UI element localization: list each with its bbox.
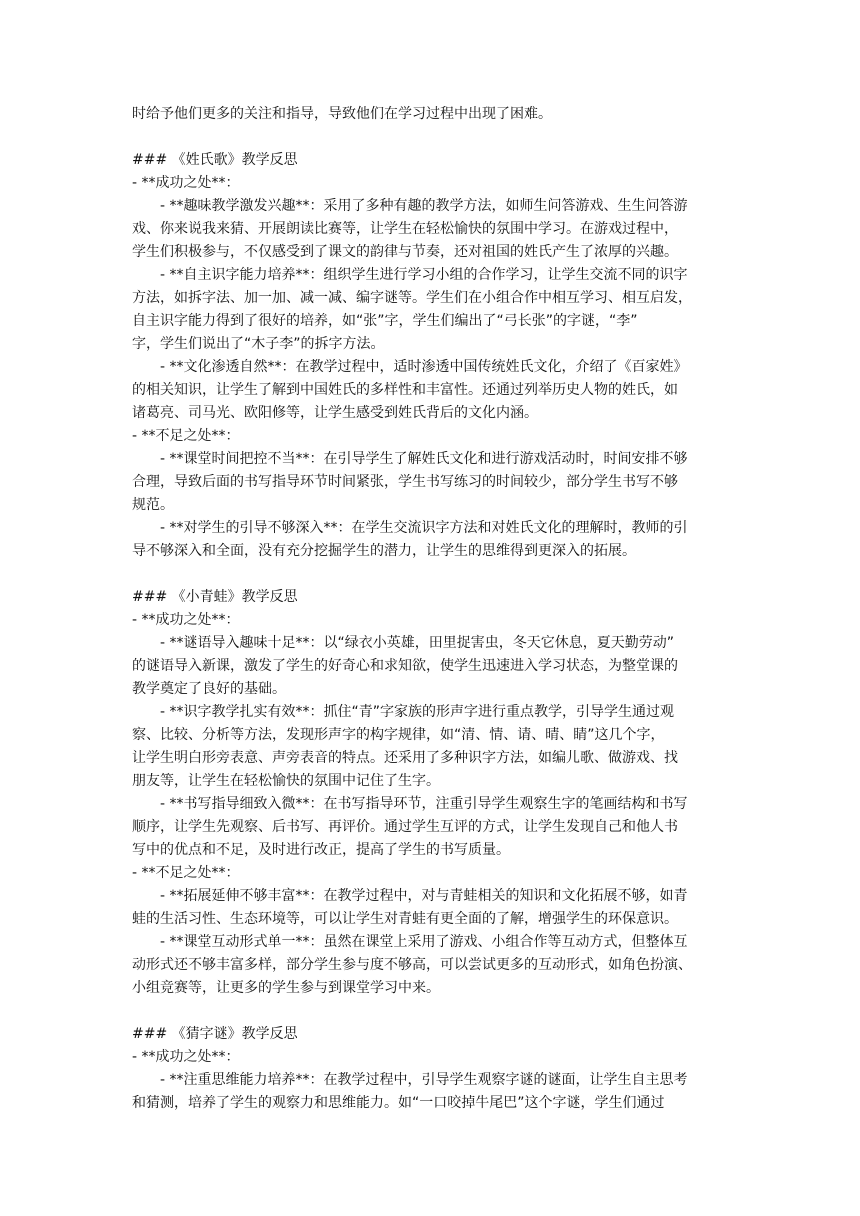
paragraph-line: 的相关知识，让学生了解到中国姓氏的多样性和丰富性。还通过列举历史人物的姓氏，如 — [132, 382, 678, 398]
paragraph-line: 的谜语导入新课，激发了学生的好奇心和求知欲，使学生迅速进入学习状态，为整堂课的 — [132, 658, 678, 674]
blank-line — [132, 1000, 732, 1023]
blank-line — [132, 126, 732, 149]
paragraph-line: 学生们积极参与，不仅感受到了课文的韵律与节奏，还对祖国的姓氏产生了浓厚的兴趣。 — [132, 244, 678, 260]
paragraph-line: 诸葛亮、司马光、欧阳修等，让学生感受到姓氏背后的文化内涵。 — [132, 405, 538, 421]
paragraph-line: 教学奠定了良好的基础。 — [132, 681, 286, 697]
subsection-label: - **成功之处**： — [132, 612, 240, 628]
paragraph-line: 导不够深入和全面，没有充分挖掘学生的潜力，让学生的思维得到更深入的拓展。 — [132, 543, 636, 559]
subsection-label: - **成功之处**： — [132, 1049, 240, 1065]
subsection-label: - **不足之处**： — [132, 865, 240, 881]
paragraph-line: 规范。 — [132, 497, 174, 513]
document-page — [132, 103, 732, 1115]
paragraph-line: 蛙的生活习性、生态环境等，可以让学生对青蛙有更全面的了解，增强学生的环保意识。 — [132, 911, 678, 927]
list-item-line: - **文化渗透自然**：在教学过程中，适时渗透中国传统姓氏文化，介绍了《百家姓》 — [160, 359, 688, 375]
subsection-label: - **成功之处**： — [132, 175, 240, 191]
paragraph-line: 合理，导致后面的书写指导环节时间紧张，学生书写练习的时间较少，部分学生书写不够 — [132, 474, 678, 490]
list-item-line: - **趣味教学激发兴趣**：采用了多种有趣的教学方法，如师生问答游戏、生生问答游 — [160, 198, 688, 214]
list-item-line: - **书写指导细致入微**：在书写指导环节，注重引导学生观察生字的笔画结构和书写 — [160, 796, 688, 812]
list-item-line: - **谜语导入趣味十足**：以“绿衣小英雄，田里捉害虫，冬天它休息，夏天勤劳动” — [160, 635, 675, 651]
list-item-line: - **课堂时间把控不当**：在引导学生了解姓氏文化和进行游戏活动时，时间安排不够 — [160, 451, 688, 467]
paragraph-line: 让学生明白形旁表意、声旁表音的特点。还采用了多种识字方法，如编儿歌、做游戏、找 — [132, 750, 678, 766]
blank-line — [132, 563, 732, 586]
list-item-line: - **识字教学扎实有效**：抓住“青”字家族的形声字进行重点教学，引导学生通过观 — [160, 704, 675, 720]
paragraph-line: 察、比较、分析等方法，发现形声字的构字规律，如“清、情、请、晴、睛”这几个字， — [132, 727, 665, 743]
paragraph-line: 字，学生们说出了“木子李”的拆字方法。 — [132, 336, 385, 352]
paragraph-line: 写中的优点和不足，及时进行改正，提高了学生的书写质量。 — [132, 842, 510, 858]
paragraph-line: 小组竞赛等，让更多的学生参与到课堂学习中来。 — [132, 980, 440, 996]
paragraph-line: 和猜测，培养了学生的观察力和思维能力。如“一口咬掉牛尾巴”这个字谜，学生们通过 — [132, 1095, 665, 1111]
list-item-line: - **课堂互动形式单一**：虽然在课堂上采用了游戏、小组合作等互动方式，但整体互 — [160, 934, 688, 950]
list-item-line: - **对学生的引导不够深入**：在学生交流识字方法和对姓氏文化的理解时，教师的引 — [160, 520, 688, 536]
list-item-line: - **自主识字能力培养**：组织学生进行学习小组的合作学习，让学生交流不同的识字 — [160, 267, 688, 283]
paragraph-line: 朋友等，让学生在轻松愉快的氛围中记住了生字。 — [132, 773, 440, 789]
paragraph-line: 时给予他们更多的关注和指导，导致他们在学习过程中出现了困难。 — [132, 106, 552, 122]
list-item-line: - **注重思维能力培养**：在教学过程中，引导学生观察字谜的谜面，让学生自主思考 — [160, 1072, 688, 1088]
section-heading: ### 《猜字谜》教学反思 — [132, 1026, 298, 1042]
paragraph-line: 自主识字能力得到了很好的培养，如“张”字，学生们编出了“弓长张”的字谜，“李” — [132, 313, 638, 329]
list-item-line: - **拓展延伸不够丰富**：在教学过程中，对与青蛙相关的知识和文化拓展不够，如青 — [160, 888, 688, 904]
section-heading: ### 《小青蛙》教学反思 — [132, 589, 298, 605]
section-heading: ### 《姓氏歌》教学反思 — [132, 152, 298, 168]
paragraph-line: 顺序，让学生先观察、后书写、再评价。通过学生互评的方式，让学生发现自己和他人书 — [132, 819, 678, 835]
paragraph-line: 动形式还不够丰富多样，部分学生参与度不够高，可以尝试更多的互动形式，如角色扮演、 — [132, 957, 692, 973]
paragraph-line: 戏、你来说我来猜、开展朗读比赛等，让学生在轻松愉快的氛围中学习。在游戏过程中， — [132, 221, 678, 237]
paragraph-line: 方法，如拆字法、加一加、减一减、编字谜等。学生们在小组合作中相互学习、相互启发， — [132, 290, 692, 306]
subsection-label: - **不足之处**： — [132, 428, 240, 444]
